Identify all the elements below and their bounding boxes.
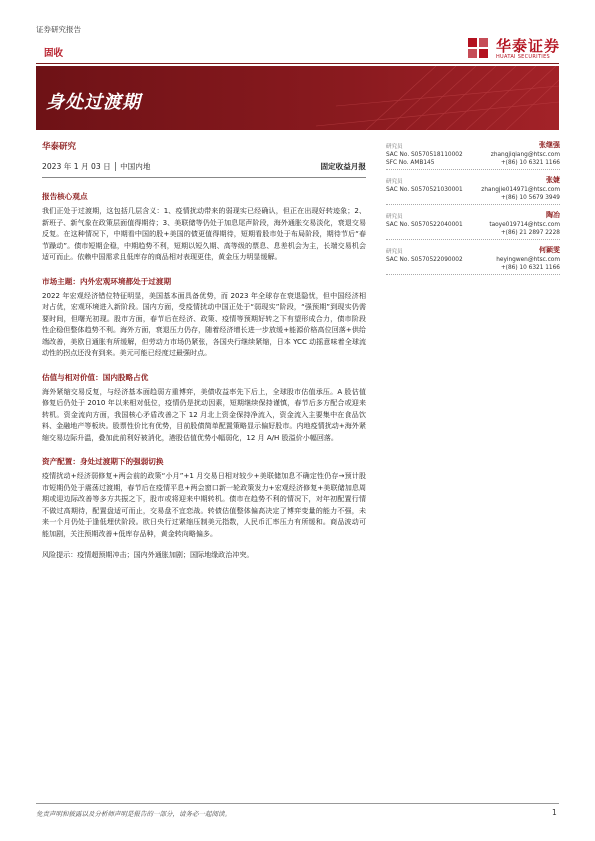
report-category-label: 证券研究报告 — [36, 25, 81, 34]
analyst-sfc: SFC No. AMB145 — [386, 160, 435, 166]
analyst-phone: +(86) 10 6321 1166 — [500, 265, 560, 271]
logo-name-cn: 华泰证券 — [496, 37, 561, 55]
analyst-name: 何颖雯 — [539, 246, 560, 254]
huatai-logo — [466, 36, 560, 62]
footer-divider — [36, 803, 559, 804]
analyst-card — [386, 245, 560, 275]
analyst-role: 研究员 — [386, 214, 403, 220]
analyst-role: 研究员 — [386, 249, 403, 255]
logo-name-en: HUATAI SECURITIES — [496, 54, 550, 60]
report-type: 固定收益月报 — [320, 162, 366, 171]
analyst-email[interactable]: zhangjiqiang@htsc.com — [490, 152, 560, 158]
category-label: 固收 — [44, 48, 64, 59]
section-body: 海外紧缩交易反复，与经济基本面趋弱方重博弈，美债收益率先下后上，全球股市估值承压。A 股估值修复后仍处于 2010 年以来相对低位，疫情仍是扰动因素，短期继续保持谨慎，春节后多方配合或迎来转机。资金流向方面，我国核心矛盾改善之下 12 月北上资金保持净流入，资金流入主要集中在食品饮料、金融地产等板块。股票性价比有优势，目前股债简单配置策略显示偏好股市。内地疫情扰动+海外紧缩交易边际升温，叠加此前利好被消化，港股估值优势小幅弱化，12 月 A/H 股溢价小幅回落。 — [42, 386, 366, 442]
header-divider — [36, 63, 559, 64]
brand-name: 华泰研究 — [42, 142, 77, 152]
analyst-role: 研究员 — [386, 179, 403, 185]
analyst-name: 张婕 — [546, 176, 560, 184]
analyst-phone: +(86) 21 2897 2228 — [500, 230, 560, 236]
section-heading: 估值与相对价值：国内股略占优 — [42, 372, 149, 382]
analyst-email[interactable]: heyingwen@htsc.com — [496, 257, 560, 263]
section-heading: 资产配置：身处过渡期下的强弱切换 — [42, 457, 164, 466]
analyst-card — [386, 140, 560, 170]
huatai-logo-icon — [466, 36, 492, 62]
analyst-sac: SAC No. S0570521030001 — [386, 187, 463, 193]
title-banner — [36, 66, 559, 130]
analyst-email[interactable]: taoye019714@htsc.com — [489, 222, 560, 228]
analyst-name: 张继强 — [539, 141, 560, 149]
analyst-phone: +(86) 10 6321 1166 — [500, 160, 560, 166]
section-body: 2022 年宏观经济错位特征明显，美国基本面具备优势，而 2023 年全球存在衰退隐忧，但中国经济相对占优，宏观环境进入新阶段。国内方面，受疫情扰动中国正处于“弱现实”阶段，“强预期”到现实仍需要时间，但曙光初现。股市方面，春节后在经济、政策、疫情等预期好转之下有望形成合力，债市阶段性企稳但整体趋势不利。海外方面，衰退压力仍存，随着经济增长进一步放缓+能源价格高位回落+供给端改善，美欧日通胀有所缓解，但劳动力市场仍紧张，各国央行继续紧缩，日本 YCC 动摇意味着全球流动性的拐点还没有到来。美元可能已经度过最强时点。 — [42, 290, 366, 357]
section-heading: 市场主题：内外宏观环境都处于过渡期 — [42, 276, 172, 286]
risk-warning: 风险提示：疫情超预期冲击；国内外通胀加剧；国际地缘政治冲突。 — [42, 550, 254, 559]
main-content — [42, 140, 366, 561]
analyst-role: 研究员 — [386, 144, 403, 150]
analyst-sac: SAC No. S0570518110002 — [386, 152, 463, 158]
analyst-name: 陶冶 — [546, 211, 560, 219]
analyst-sac: SAC No. S0570522090002 — [386, 257, 463, 263]
page-number: 1 — [552, 808, 557, 817]
analyst-phone: +(86) 10 5679 3949 — [500, 195, 560, 201]
analyst-panel — [386, 140, 560, 280]
date-divider — [42, 177, 366, 178]
section-body: 我们正处于过渡期，这包括几层含义：1、疫情扰动带来的弱现实已经确认，但正在出现好转迹象；2、新班子、新气象在政策层面值得期待；3、美联储等仍处于加息尾声阶段，海外通胀交易淡化，衰退交易反复。在这种情况下，中期看中国的股+美国的债更值得期待，短期看股市处于布局阶段，期待节后“春节躁动”。债市短期企稳，中期趋势不利，短期以短久期、高等级的票息、息差机会为主，长端交易机会适可而止。依赖中国需求且低库存的商品相对表现更佳，黄金压力明显缓解。 — [42, 206, 366, 261]
analyst-card — [386, 210, 560, 240]
date-row — [42, 161, 366, 172]
analyst-sac: SAC No. S0570522040001 — [386, 222, 463, 228]
section-heading: 报告核心观点 — [42, 192, 88, 201]
analyst-card — [386, 175, 560, 205]
section-body: 疫情扰动+经济弱修复+两会前的政策“小月”+1 月交易日相对较少+美联储加息不确定性仍存→预计股市短期仍处于震荡过渡期，春节后在疫情平息+两会窗口新一轮政策发力+宏观经济修复+美联储加息周期或迎边际改善等多方共振之下，股市或将迎来中期转机。债市在趋势不利的情况下，对年初配置行情不做过高期待，配置盘适可而止，交易盘不宜恋战。转债估值整体偏高决定了博弈变量的能力不强，未来一个月仍处于逢低埋伏阶段。欧日央行过紧缩压制美元指数，人民币汇率压力有所缓和。商品波动可能加剧，关注预期改善+低库存品种，黄金转向略偏多。 — [42, 471, 366, 538]
date-region: 2023 年 1 月 03 日 │ 中国内地 — [42, 162, 151, 171]
report-title: 身处过渡期 — [46, 92, 141, 113]
analyst-email[interactable]: zhangjie014971@htsc.com — [481, 187, 560, 193]
footer-disclaimer: 免责声明和披露以及分析师声明是报告的一部分，请务必一起阅读。 — [36, 810, 231, 818]
